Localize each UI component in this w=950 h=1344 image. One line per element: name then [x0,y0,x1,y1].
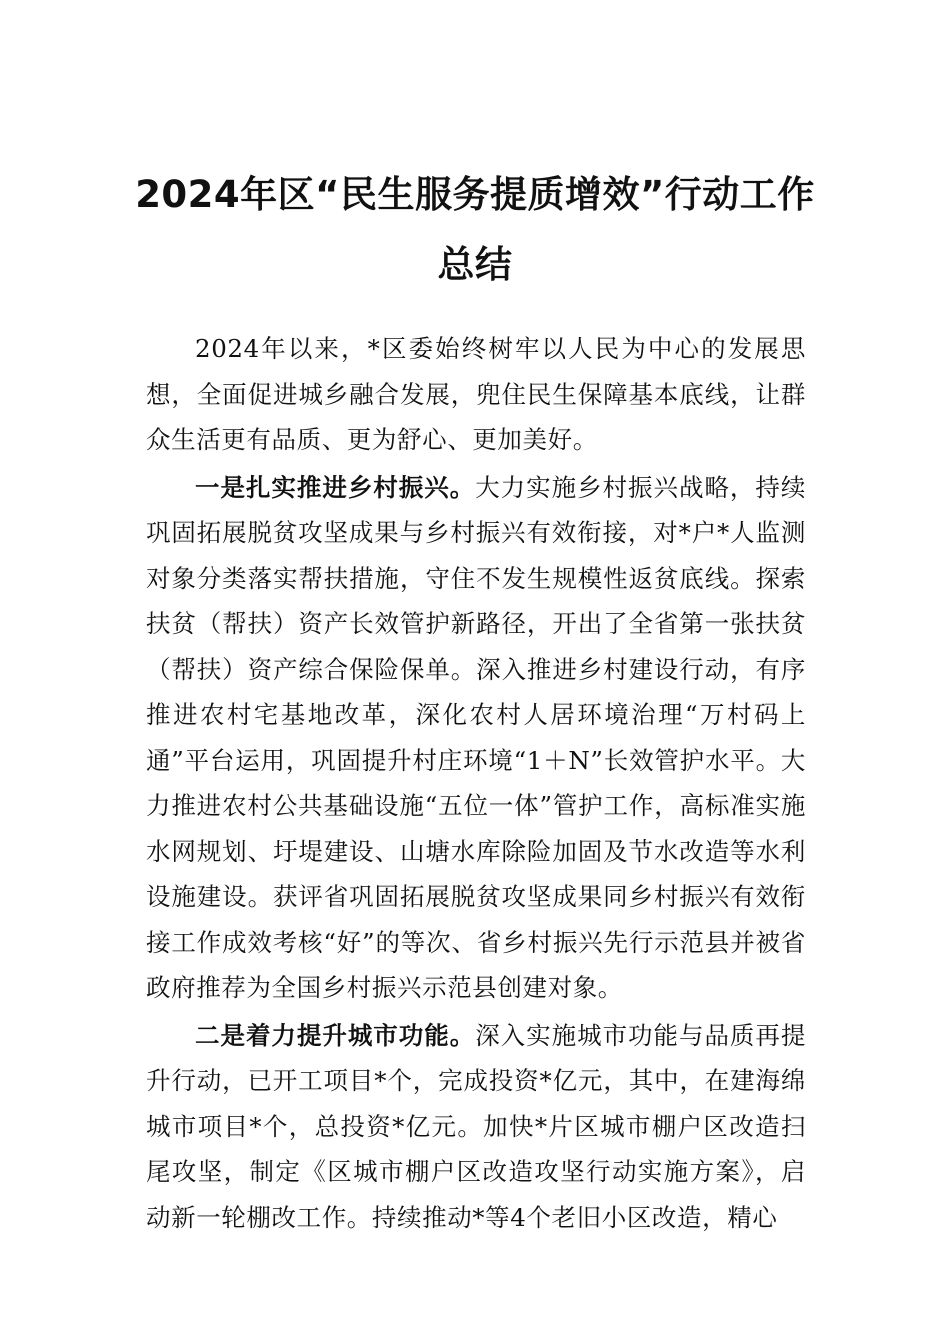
title-line-2: 总结 [437,243,513,286]
paragraph-text: 大力实施乡村振兴战略，持续巩固拓展脱贫攻坚成果与乡村振兴有效衔接，对*户*人监测对象分类落实帮扶措施，守住不发生规模性返贫底线。探索扶贫（帮扶）资产长效管护新路径，开出了全省第一张扶贫（帮扶）资产综合保险保单。深入推进乡村建设行动，有序推进农村宅基地改革，深化农村人居环境治理“万村码上通”平台运用，巩固提升村庄环境“1＋N”长效管护水平。大力推进农村公共基础设施“五位一体”管护工作，高标准实施水网规划、圩堤建设、山塘水库除险加固及节水改造等水利设施建设。获评省巩固拓展脱贫攻坚成果同乡村振兴有效衔接工作成效考核“好”的等次、省乡村振兴先行示范县并被省政府推荐为全国乡村振兴示范县创建对象。 [146,472,806,1002]
paragraph-lead: 二是着力提升城市功能。 [195,1020,476,1050]
paragraph-city-function [146,1013,806,1241]
paragraph-lead: 一是扎实推进乡村振兴。 [195,472,476,502]
document-body [146,326,806,1242]
paragraph-intro [146,326,806,463]
paragraph-rural-revitalization [146,465,806,1011]
document-title [0,160,950,300]
title-line-1: 2024年区“民生服务提质增效”行动工作 [135,173,815,216]
paragraph-text: 2024年以来，*区委始终树牢以人民为中心的发展思想，全面促进城乡融合发展，兜住民生保障基本底线，让群众生活更有品质、更为舒心、更加美好。 [146,334,806,454]
paragraph-text: 深入实施城市功能与品质再提升行动，已开工项目*个，完成投资*亿元，其中，在建海绵城市项目*个，总投资*亿元。加快*片区城市棚户区改造扫尾攻坚，制定《区城市棚户区改造攻坚行动实施方案》，启动新一轮棚改工作。持续推动*等4个老旧小区改造，精心 [146,1020,806,1232]
